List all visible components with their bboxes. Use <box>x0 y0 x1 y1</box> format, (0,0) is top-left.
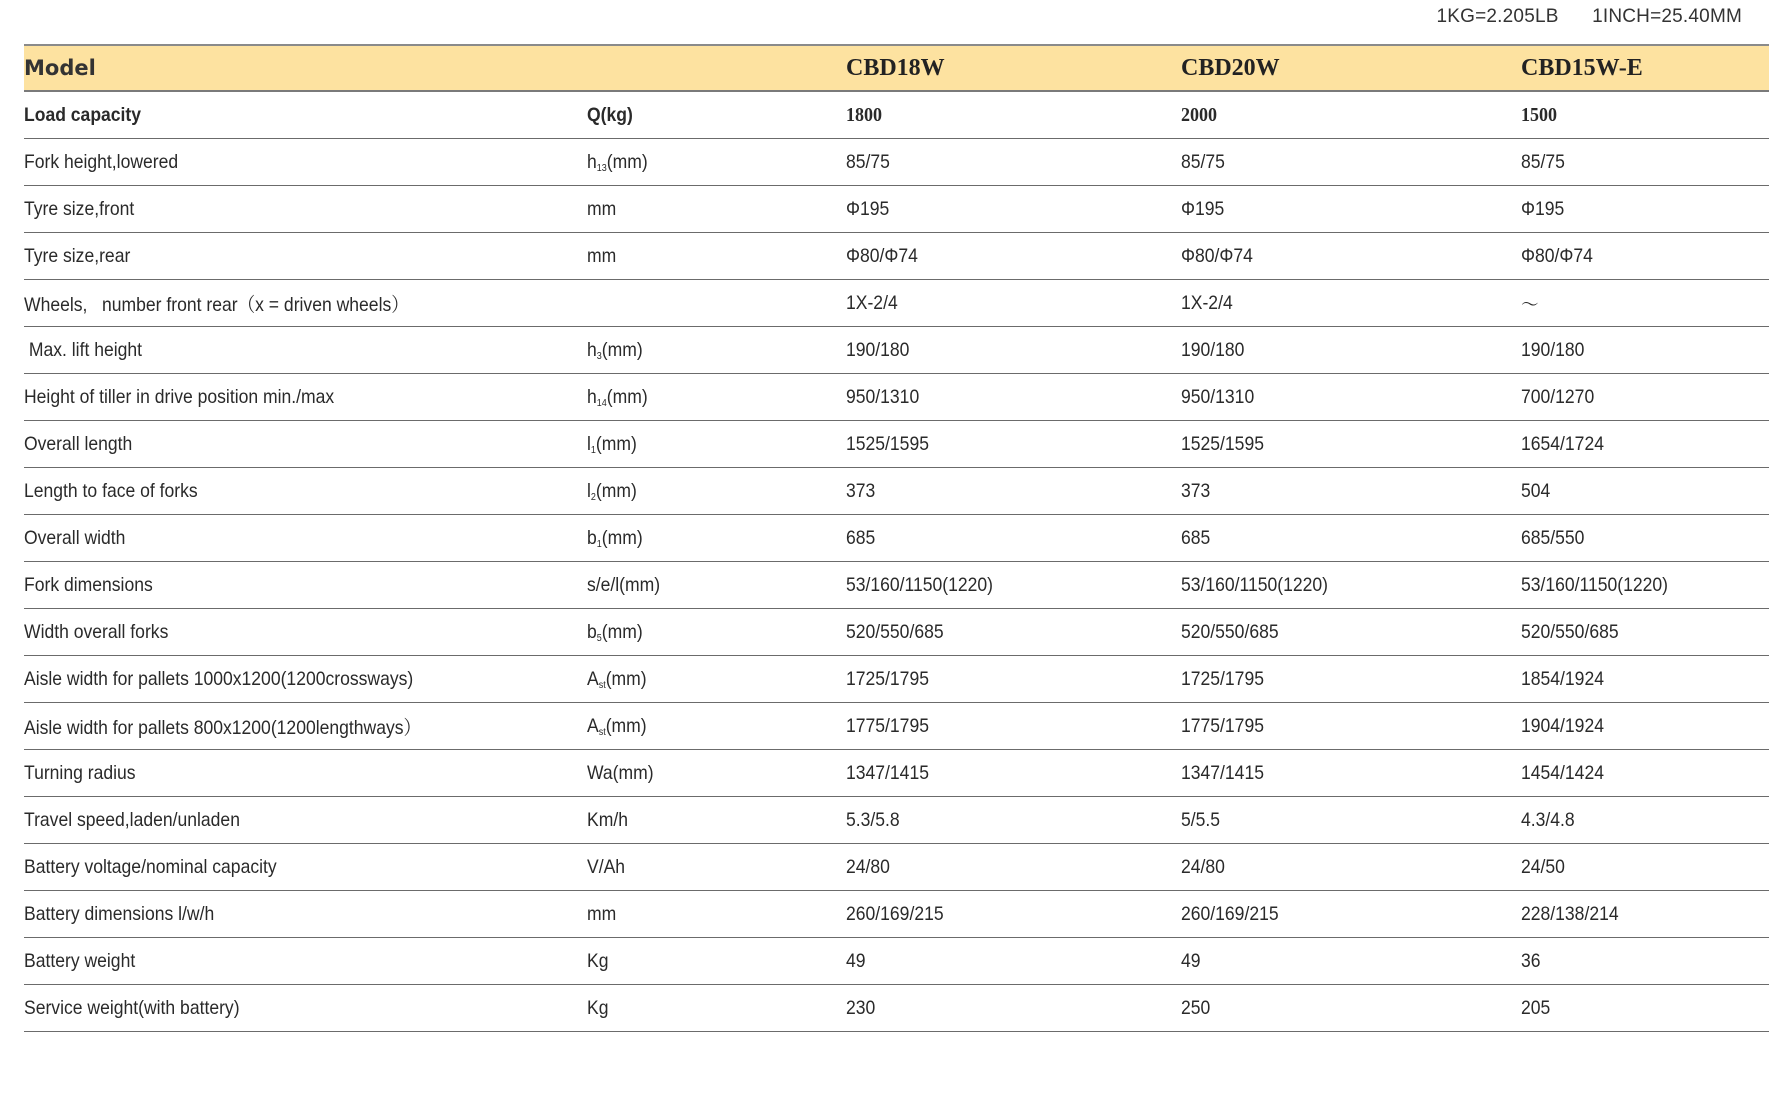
spec-value-cell <box>1181 750 1521 797</box>
spec-value: 373 <box>846 479 876 502</box>
spec-value-cell <box>1521 656 1769 703</box>
spec-value: 1904/1924 <box>1521 714 1604 737</box>
spec-unit <box>587 480 637 503</box>
spec-value: 85/75 <box>846 150 890 173</box>
table-row <box>24 609 1769 656</box>
spec-name: Fork height,lowered <box>24 150 179 173</box>
spec-unit <box>587 621 643 644</box>
unit-main: b <box>587 526 597 549</box>
unit-main: A <box>587 714 599 737</box>
spec-value: 36 <box>1521 949 1541 972</box>
unit-main: s/e/l(mm) <box>587 573 661 596</box>
spec-value: 4.3/4.8 <box>1521 808 1575 831</box>
spec-value-cell <box>846 421 1181 468</box>
spec-value-cell <box>1521 750 1769 797</box>
spec-value: 85/75 <box>1181 150 1225 173</box>
spec-unit-cell <box>587 327 846 374</box>
spec-value: 685 <box>1181 526 1211 549</box>
table-row <box>24 91 1769 139</box>
spec-unit <box>587 527 643 550</box>
spec-value-cell <box>1521 703 1769 750</box>
spec-value: 520/550/685 <box>846 620 944 643</box>
spec-unit <box>587 386 648 409</box>
spec-unit <box>587 198 616 221</box>
spec-value-cell <box>846 468 1181 515</box>
table-row <box>24 186 1769 233</box>
spec-value-cell <box>1181 374 1521 421</box>
unit-subscript: 1 <box>596 538 602 550</box>
spec-value: 205 <box>1521 996 1551 1019</box>
spec-unit <box>587 574 660 597</box>
unit-subscript: 3 <box>596 350 602 362</box>
table-row <box>24 374 1769 421</box>
table-row <box>24 656 1769 703</box>
spec-value: 24/80 <box>846 855 890 878</box>
spec-value: 520/550/685 <box>1181 620 1279 643</box>
spec-value: 5/5.5 <box>1181 808 1221 831</box>
spec-value-cell <box>1521 609 1769 656</box>
unit-main: Km/h <box>587 808 628 831</box>
spec-value: 950/1310 <box>1181 385 1255 408</box>
spec-value-cell <box>846 797 1181 844</box>
spec-unit <box>587 433 637 456</box>
spec-unit-cell <box>587 938 846 985</box>
spec-name: Service weight(with battery) <box>24 996 240 1019</box>
spec-value: 1X-2/4 <box>1181 291 1233 314</box>
spec-unit-cell <box>587 280 846 327</box>
table-row <box>24 938 1769 985</box>
spec-value: Φ195 <box>1181 197 1225 220</box>
spec-value: 950/1310 <box>846 385 920 408</box>
spec-value-cell <box>1181 891 1521 938</box>
spec-value-cell <box>1521 985 1769 1032</box>
unit-subscript: 5 <box>596 632 602 644</box>
spec-value-cell <box>1181 797 1521 844</box>
unit-main: Kg <box>587 949 609 972</box>
spec-value: Φ80/Φ74 <box>1181 244 1253 267</box>
spec-unit-cell <box>587 374 846 421</box>
spec-value-cell <box>1181 139 1521 186</box>
spec-value: Φ80/Φ74 <box>846 244 918 267</box>
table-row <box>24 421 1769 468</box>
model-label: Model <box>24 45 846 91</box>
unit-subscript: st <box>598 679 606 691</box>
spec-value: 190/180 <box>1181 338 1245 361</box>
spec-value: 1725/1795 <box>1181 667 1264 690</box>
spec-unit-cell <box>587 750 846 797</box>
unit-tail: (mm) <box>605 714 647 737</box>
spec-value-cell <box>846 233 1181 280</box>
spec-value: 85/75 <box>1521 150 1565 173</box>
spec-value: 1775/1795 <box>846 714 929 737</box>
spec-value: 1854/1924 <box>1521 667 1604 690</box>
spec-value-cell <box>846 750 1181 797</box>
unit-main: mm <box>587 902 617 925</box>
spec-unit-cell <box>587 233 846 280</box>
spec-unit-cell <box>587 515 846 562</box>
spec-unit-cell <box>587 562 846 609</box>
spec-value: Φ80/Φ74 <box>1521 244 1593 267</box>
spec-value: 53/160/1150(1220) <box>846 573 994 596</box>
spec-unit-cell <box>587 186 846 233</box>
spec-table <box>24 44 1769 1032</box>
table-row <box>24 985 1769 1032</box>
spec-name: Battery voltage/nominal capacity <box>24 855 277 878</box>
spec-name: Load capacity <box>24 103 142 126</box>
spec-value-cell <box>1521 515 1769 562</box>
spec-value: 1500 <box>1521 103 1557 126</box>
spec-unit <box>587 668 647 691</box>
spec-value: 2000 <box>1181 103 1217 126</box>
spec-value-cell <box>846 374 1181 421</box>
model-header-2: CBD20W <box>1181 45 1521 91</box>
unit-subscript: 13 <box>596 162 607 174</box>
spec-value-cell <box>1181 421 1521 468</box>
spec-name: Aisle width for pallets 800x1200(1200lengthways） <box>24 717 422 739</box>
spec-value: 53/160/1150(1220) <box>1181 573 1329 596</box>
spec-value-cell <box>1521 233 1769 280</box>
spec-name: Wheels, number front rear（x = driven wheels） <box>24 294 409 316</box>
unit-main: l <box>587 432 591 455</box>
spec-value: 190/180 <box>846 338 910 361</box>
spec-name: Length to face of forks <box>24 479 198 502</box>
conversion-kg-lb: 1KG=2.205LB <box>1436 6 1559 27</box>
spec-value: 1725/1795 <box>846 667 929 690</box>
spec-value: 373 <box>1181 479 1211 502</box>
spec-value-cell <box>1181 703 1521 750</box>
spec-unit <box>587 104 633 127</box>
spec-value: 685 <box>846 526 876 549</box>
unit-tail: (mm) <box>601 338 643 361</box>
spec-name-cell <box>24 797 587 844</box>
spec-name: Max. lift height <box>24 338 143 361</box>
unit-main: h <box>587 385 597 408</box>
spec-value: 5.3/5.8 <box>846 808 900 831</box>
unit-tail: (mm) <box>595 479 637 502</box>
spec-value: 700/1270 <box>1521 385 1595 408</box>
spec-value-cell <box>1521 91 1769 139</box>
spec-name: Battery weight <box>24 949 136 972</box>
spec-unit-cell <box>587 91 846 139</box>
unit-main: h <box>587 150 597 173</box>
spec-name-cell <box>24 421 587 468</box>
spec-unit-cell <box>587 139 846 186</box>
unit-tail: (mm) <box>595 432 637 455</box>
spec-name-cell <box>24 468 587 515</box>
spec-value-cell <box>1181 515 1521 562</box>
spec-value-cell <box>1521 280 1769 327</box>
spec-value-cell <box>846 139 1181 186</box>
spec-value: 24/80 <box>1181 855 1225 878</box>
table-row <box>24 844 1769 891</box>
spec-unit-cell <box>587 468 846 515</box>
spec-unit <box>587 997 608 1020</box>
spec-value-cell <box>1521 844 1769 891</box>
spec-unit-cell <box>587 985 846 1032</box>
spec-name: Fork dimensions <box>24 573 153 596</box>
spec-name-cell <box>24 374 587 421</box>
spec-name-cell <box>24 139 587 186</box>
spec-name-cell <box>24 91 587 139</box>
table-row <box>24 750 1769 797</box>
unit-main: mm <box>587 197 617 220</box>
spec-value: 24/50 <box>1521 855 1565 878</box>
spec-value-cell <box>1521 562 1769 609</box>
spec-name-cell <box>24 562 587 609</box>
spec-unit <box>587 339 643 362</box>
table-row <box>24 515 1769 562</box>
spec-value-cell <box>846 656 1181 703</box>
spec-name: Tyre size,front <box>24 197 135 220</box>
unit-main: V/Ah <box>587 855 626 878</box>
spec-value: 1X-2/4 <box>846 291 898 314</box>
spec-unit <box>587 903 616 926</box>
unit-main: b <box>587 620 597 643</box>
unit-conversions <box>1409 6 1743 28</box>
spec-value: 1525/1595 <box>846 432 929 455</box>
spec-name: Travel speed,laden/unladen <box>24 808 240 831</box>
spec-value-cell <box>1521 468 1769 515</box>
spec-value: 1654/1724 <box>1521 432 1604 455</box>
spec-value-cell <box>1181 985 1521 1032</box>
spec-name: Aisle width for pallets 1000x1200(1200crossways) <box>24 667 414 690</box>
spec-name: Turning radius <box>24 761 136 784</box>
spec-value: 1775/1795 <box>1181 714 1264 737</box>
spec-unit <box>587 856 625 879</box>
spec-value: 49 <box>846 949 866 972</box>
spec-unit <box>587 950 608 973</box>
spec-value: 230 <box>846 996 876 1019</box>
spec-name: Overall length <box>24 432 133 455</box>
spec-value-cell <box>1521 891 1769 938</box>
table-row <box>24 468 1769 515</box>
table-row <box>24 139 1769 186</box>
spec-unit-cell <box>587 656 846 703</box>
spec-name-cell <box>24 656 587 703</box>
spec-value: 1347/1415 <box>1181 761 1264 784</box>
table-row <box>24 703 1769 750</box>
spec-body <box>24 91 1769 1032</box>
spec-unit-cell <box>587 797 846 844</box>
spec-value-cell <box>1181 656 1521 703</box>
unit-subscript: st <box>598 726 606 738</box>
spec-name-cell <box>24 703 587 750</box>
spec-unit <box>587 762 654 785</box>
spec-value-cell <box>846 515 1181 562</box>
spec-name-cell <box>24 938 587 985</box>
spec-value: 190/180 <box>1521 338 1585 361</box>
table-row <box>24 797 1769 844</box>
table-row <box>24 891 1769 938</box>
spec-value-cell <box>846 844 1181 891</box>
spec-value: 685/550 <box>1521 526 1585 549</box>
unit-subscript: 2 <box>590 491 596 503</box>
unit-subscript: 1 <box>590 444 596 456</box>
spec-name-cell <box>24 609 587 656</box>
spec-name-cell <box>24 233 587 280</box>
spec-value: 504 <box>1521 479 1551 502</box>
unit-main: Wa(mm) <box>587 761 654 784</box>
spec-value-cell <box>1181 186 1521 233</box>
table-row <box>24 327 1769 374</box>
spec-value-cell <box>846 186 1181 233</box>
spec-unit-cell <box>587 703 846 750</box>
table-row <box>24 562 1769 609</box>
spec-value: 1800 <box>846 103 882 126</box>
unit-tail: (mm) <box>606 150 648 173</box>
spec-value-cell <box>846 985 1181 1032</box>
spec-value-cell <box>1521 374 1769 421</box>
unit-tail: (mm) <box>606 385 648 408</box>
spec-value-cell <box>846 938 1181 985</box>
unit-main: h <box>587 338 597 361</box>
model-header-1: CBD18W <box>846 45 1181 91</box>
spec-unit-cell <box>587 891 846 938</box>
unit-main: A <box>587 667 599 690</box>
spec-value: 49 <box>1181 949 1201 972</box>
spec-name: Width overall forks <box>24 620 169 643</box>
spec-unit-cell <box>587 421 846 468</box>
spec-value-cell <box>846 280 1181 327</box>
spec-name: Tyre size,rear <box>24 244 131 267</box>
spec-value-cell <box>1521 327 1769 374</box>
spec-name-cell <box>24 515 587 562</box>
spec-name-cell <box>24 985 587 1032</box>
spec-name-cell <box>24 280 587 327</box>
spec-value: 228/138/214 <box>1521 902 1619 925</box>
unit-main: mm <box>587 244 617 267</box>
spec-value: Φ195 <box>1521 197 1565 220</box>
spec-value-cell <box>1181 233 1521 280</box>
spec-value-cell <box>1521 938 1769 985</box>
spec-name-cell <box>24 844 587 891</box>
spec-value-cell <box>1521 421 1769 468</box>
spec-unit-cell <box>587 609 846 656</box>
spec-unit <box>587 809 628 832</box>
spec-value-cell <box>1181 562 1521 609</box>
spec-value-cell <box>1181 91 1521 139</box>
spec-value-cell <box>1181 844 1521 891</box>
unit-subscript: 14 <box>596 397 607 409</box>
unit-tail: (mm) <box>601 526 643 549</box>
spec-name: Overall width <box>24 526 126 549</box>
spec-unit <box>587 245 616 268</box>
spec-value: 260/169/215 <box>846 902 944 925</box>
header-row <box>24 45 1769 91</box>
unit-main: Q(kg) <box>587 103 633 126</box>
spec-value: 250 <box>1181 996 1211 1019</box>
conversion-inch-mm: 1INCH=25.40MM <box>1592 6 1742 27</box>
spec-name: Height of tiller in drive position min./max <box>24 385 335 408</box>
unit-main: Kg <box>587 996 609 1019</box>
spec-value: ～ <box>1521 294 1539 316</box>
spec-name-cell <box>24 186 587 233</box>
spec-name-cell <box>24 750 587 797</box>
spec-value-cell <box>1521 186 1769 233</box>
spec-name-cell <box>24 327 587 374</box>
unit-tail: (mm) <box>601 620 643 643</box>
spec-value: 1347/1415 <box>846 761 929 784</box>
spec-value: 260/169/215 <box>1181 902 1279 925</box>
model-header-3: CBD15W-E <box>1521 45 1769 91</box>
spec-value-cell <box>846 327 1181 374</box>
spec-unit-cell <box>587 844 846 891</box>
spec-value-cell <box>846 703 1181 750</box>
spec-value: Φ195 <box>846 197 890 220</box>
unit-tail: (mm) <box>605 667 647 690</box>
spec-value: 1454/1424 <box>1521 761 1604 784</box>
spec-value-cell <box>846 609 1181 656</box>
spec-value-cell <box>1521 139 1769 186</box>
unit-main: l <box>587 479 591 502</box>
spec-value-cell <box>846 891 1181 938</box>
spec-value-cell <box>1181 609 1521 656</box>
spec-value-cell <box>846 562 1181 609</box>
spec-unit <box>587 715 647 738</box>
spec-value: 1525/1595 <box>1181 432 1264 455</box>
spec-name: Battery dimensions l/w/h <box>24 902 215 925</box>
table-row <box>24 280 1769 327</box>
spec-value-cell <box>1521 797 1769 844</box>
spec-value-cell <box>1181 280 1521 327</box>
spec-value-cell <box>1181 938 1521 985</box>
spec-value-cell <box>1181 468 1521 515</box>
spec-value: 53/160/1150(1220) <box>1521 573 1669 596</box>
table-row <box>24 233 1769 280</box>
spec-value: 520/550/685 <box>1521 620 1619 643</box>
spec-unit <box>587 151 648 174</box>
spec-value-cell <box>846 91 1181 139</box>
spec-value-cell <box>1181 327 1521 374</box>
spec-name-cell <box>24 891 587 938</box>
